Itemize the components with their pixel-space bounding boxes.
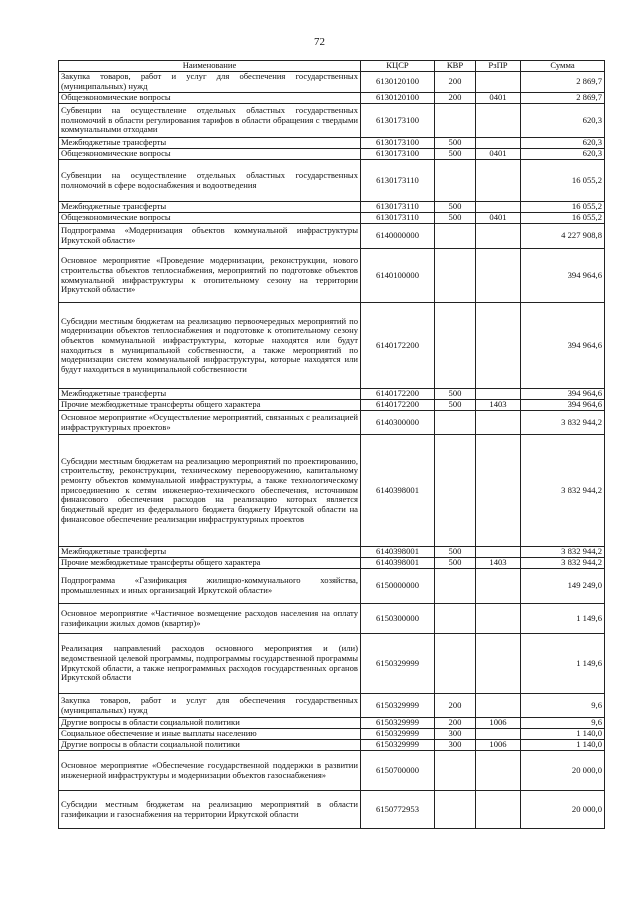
row-kvr	[435, 303, 476, 389]
row-kvr: 300	[435, 729, 476, 740]
row-rzpr: 0401	[476, 149, 521, 160]
row-sum: 2 869,7	[521, 93, 605, 104]
row-kcsr: 6130173100	[361, 138, 435, 149]
row-sum: 3 832 944,2	[521, 558, 605, 569]
row-kcsr: 6130120100	[361, 72, 435, 93]
table-row	[59, 249, 605, 303]
row-kcsr: 6130173100	[361, 104, 435, 138]
row-kcsr: 6130173100	[361, 149, 435, 160]
row-rzpr	[476, 751, 521, 791]
row-rzpr	[476, 634, 521, 694]
row-name: Основное мероприятие «Обеспечение государственной поддержки в развитии инженерной инфраструктуры и модернизации объектов газоснабжения»	[59, 751, 361, 791]
row-rzpr: 0401	[476, 213, 521, 224]
row-sum: 3 832 944,2	[521, 435, 605, 547]
table-row	[59, 149, 605, 160]
row-kvr: 500	[435, 389, 476, 400]
row-kvr	[435, 249, 476, 303]
page-number: 72	[314, 36, 325, 48]
table-row	[59, 435, 605, 547]
row-name: Прочие межбюджетные трансферты общего характера	[59, 558, 361, 569]
row-sum: 620,3	[521, 149, 605, 160]
row-sum: 16 055,2	[521, 213, 605, 224]
row-rzpr	[476, 104, 521, 138]
table-row	[59, 791, 605, 829]
row-name: Основное мероприятие «Проведение модернизации, реконструкции, нового строительства объектов теплоснабжения, мероприятий по подготовке объектов коммунальной инфраструктуры к отопительному сезону на территории Иркутской области»	[59, 249, 361, 303]
header-kvr: КВР	[435, 61, 476, 72]
row-kvr	[435, 751, 476, 791]
row-sum: 20 000,0	[521, 791, 605, 829]
table-row	[59, 160, 605, 202]
row-name: Подпрограмма «Газификация жилищно-коммунального хозяйства, промышленных и иных организаций Иркутской области»	[59, 569, 361, 604]
row-rzpr: 1403	[476, 558, 521, 569]
row-kcsr: 6140000000	[361, 224, 435, 249]
row-kcsr: 6140300000	[361, 411, 435, 435]
row-kvr: 500	[435, 202, 476, 213]
row-name: Основное мероприятие «Частичное возмещение расходов населения на оплату газификации жилых домов (квартир)»	[59, 604, 361, 634]
row-kvr: 200	[435, 694, 476, 718]
row-kcsr: 6140100000	[361, 249, 435, 303]
row-name: Закупка товаров, работ и услуг для обеспечения государственных (муниципальных) нужд	[59, 694, 361, 718]
budget-table	[58, 60, 605, 829]
row-kcsr: 6140172200	[361, 303, 435, 389]
row-rzpr	[476, 138, 521, 149]
row-name: Другие вопросы в области социальной политики	[59, 740, 361, 751]
header-rzpr: РзПР	[476, 61, 521, 72]
row-rzpr	[476, 160, 521, 202]
table-row	[59, 604, 605, 634]
row-kvr	[435, 791, 476, 829]
row-name: Социальное обеспечение и иные выплаты населению	[59, 729, 361, 740]
table-row	[59, 224, 605, 249]
row-kvr	[435, 569, 476, 604]
row-kcsr: 6140398001	[361, 547, 435, 558]
row-sum: 16 055,2	[521, 202, 605, 213]
row-name: Субвенции на осуществление отдельных областных государственных полномочий в области регулирования тарифов в области обращения с твердыми коммунальными отходами	[59, 104, 361, 138]
row-sum: 9,6	[521, 694, 605, 718]
row-kvr	[435, 411, 476, 435]
row-rzpr	[476, 72, 521, 93]
row-sum: 1 149,6	[521, 634, 605, 694]
row-sum: 3 832 944,2	[521, 547, 605, 558]
row-sum: 2 869,7	[521, 72, 605, 93]
row-kvr: 500	[435, 400, 476, 411]
row-kvr: 200	[435, 718, 476, 729]
table-header-row	[59, 61, 605, 72]
table-row	[59, 202, 605, 213]
row-rzpr	[476, 249, 521, 303]
row-sum: 394 964,6	[521, 249, 605, 303]
row-name: Субсидии местным бюджетам на реализацию мероприятий в области газификации и газоснабжения на территории Иркутской области	[59, 791, 361, 829]
table-row	[59, 213, 605, 224]
row-rzpr	[476, 224, 521, 249]
table-row	[59, 389, 605, 400]
row-rzpr	[476, 389, 521, 400]
table-row	[59, 751, 605, 791]
table-row	[59, 72, 605, 93]
row-kcsr: 6130120100	[361, 93, 435, 104]
row-kcsr: 6150329999	[361, 718, 435, 729]
row-sum: 1 149,6	[521, 604, 605, 634]
table-row	[59, 694, 605, 718]
row-kvr: 500	[435, 149, 476, 160]
row-kvr: 500	[435, 138, 476, 149]
table-row	[59, 558, 605, 569]
row-name: Субвенции на осуществление отдельных областных государственных полномочий в сфере водоснабжения и водоотведения	[59, 160, 361, 202]
row-rzpr	[476, 202, 521, 213]
table-row	[59, 411, 605, 435]
row-sum: 394 964,6	[521, 400, 605, 411]
header-sum: Сумма	[521, 61, 605, 72]
row-kvr: 500	[435, 558, 476, 569]
row-kcsr: 6150300000	[361, 604, 435, 634]
row-kcsr: 6150329999	[361, 740, 435, 751]
row-rzpr	[476, 411, 521, 435]
header-name: Наименование	[59, 61, 361, 72]
row-sum: 3 832 944,2	[521, 411, 605, 435]
row-sum: 394 964,6	[521, 389, 605, 400]
row-kcsr: 6130173110	[361, 213, 435, 224]
row-rzpr	[476, 435, 521, 547]
row-kvr: 300	[435, 740, 476, 751]
row-name: Другие вопросы в области социальной политики	[59, 718, 361, 729]
row-name: Субсидии местным бюджетам на реализацию первоочередных мероприятий по модернизации объектов теплоснабжения и подготовке к отопительному сезону объектов коммунальной инфраструктуры, которые находятся или будут находиться в муниципальной собственности, а также мероприятий по модернизации систем коммунальной инфраструктуры, которые находятся или будут находиться в муниципальной собственности	[59, 303, 361, 389]
row-rzpr: 1006	[476, 740, 521, 751]
table-row	[59, 718, 605, 729]
row-kcsr: 6150700000	[361, 751, 435, 791]
row-sum: 9,6	[521, 718, 605, 729]
row-kvr: 200	[435, 72, 476, 93]
row-rzpr	[476, 569, 521, 604]
row-sum: 16 055,2	[521, 160, 605, 202]
row-kcsr: 6150329999	[361, 729, 435, 740]
row-name: Межбюджетные трансферты	[59, 389, 361, 400]
row-name: Прочие межбюджетные трансферты общего характера	[59, 400, 361, 411]
row-kcsr: 6130173110	[361, 160, 435, 202]
row-sum: 1 140,0	[521, 729, 605, 740]
table-row	[59, 547, 605, 558]
row-kcsr: 6130173110	[361, 202, 435, 213]
row-sum: 1 140,0	[521, 740, 605, 751]
row-rzpr	[476, 729, 521, 740]
row-rzpr: 1403	[476, 400, 521, 411]
row-kvr	[435, 604, 476, 634]
row-name: Общеэкономические вопросы	[59, 149, 361, 160]
row-name: Основное мероприятие «Осуществление мероприятий, связанных с реализацией инфраструктурных проектов»	[59, 411, 361, 435]
row-rzpr: 1006	[476, 718, 521, 729]
table-row	[59, 303, 605, 389]
row-rzpr	[476, 791, 521, 829]
row-sum: 394 964,6	[521, 303, 605, 389]
row-kvr: 500	[435, 213, 476, 224]
row-kvr	[435, 224, 476, 249]
table-row	[59, 138, 605, 149]
row-kcsr: 6150000000	[361, 569, 435, 604]
row-kcsr: 6150329999	[361, 634, 435, 694]
row-name: Межбюджетные трансферты	[59, 547, 361, 558]
row-sum: 4 227 908,8	[521, 224, 605, 249]
table-row	[59, 634, 605, 694]
row-rzpr: 0401	[476, 93, 521, 104]
row-kvr	[435, 634, 476, 694]
row-kcsr: 6140172200	[361, 400, 435, 411]
row-name: Реализация направлений расходов основного мероприятия и (или) ведомственной целевой программы, подпрограммы государственной программы Иркутской области, а также непрограммных расходов государственных органов Иркутской области	[59, 634, 361, 694]
row-name: Общеэкономические вопросы	[59, 213, 361, 224]
row-kcsr: 6140398001	[361, 558, 435, 569]
row-name: Межбюджетные трансферты	[59, 202, 361, 213]
row-kcsr: 6150329999	[361, 694, 435, 718]
row-kvr: 200	[435, 93, 476, 104]
row-kvr	[435, 435, 476, 547]
table-row	[59, 93, 605, 104]
table-row	[59, 569, 605, 604]
row-kvr	[435, 104, 476, 138]
row-name: Субсидии местным бюджетам на реализацию мероприятий по проектированию, строительству, реконструкции, техническому перевооружению, капитальному ремонту объектов коммунальной инфраструктуры, а также технологическому присоединению к сетям инженерно-технического обеспечения, источником финансового обеспечения расходов на реализацию которых является бюджетный кредит из федерального бюджета бюджету Иркутской области на финансовое обеспечение реализации инфраструктурных проектов	[59, 435, 361, 547]
row-sum: 620,3	[521, 104, 605, 138]
row-name: Общеэкономические вопросы	[59, 93, 361, 104]
row-kvr: 500	[435, 547, 476, 558]
row-rzpr	[476, 694, 521, 718]
row-sum: 620,3	[521, 138, 605, 149]
row-rzpr	[476, 547, 521, 558]
header-kcsr: КЦСР	[361, 61, 435, 72]
row-kcsr: 6150772953	[361, 791, 435, 829]
table-row	[59, 729, 605, 740]
table-row	[59, 104, 605, 138]
table-row	[59, 400, 605, 411]
row-sum: 149 249,0	[521, 569, 605, 604]
row-sum: 20 000,0	[521, 751, 605, 791]
table-row	[59, 740, 605, 751]
row-rzpr	[476, 604, 521, 634]
row-name: Подпрограмма «Модернизация объектов коммунальной инфраструктуры Иркутской области»	[59, 224, 361, 249]
row-name: Межбюджетные трансферты	[59, 138, 361, 149]
row-kcsr: 6140172200	[361, 389, 435, 400]
row-name: Закупка товаров, работ и услуг для обеспечения государственных (муниципальных) нужд	[59, 72, 361, 93]
row-rzpr	[476, 303, 521, 389]
row-kcsr: 6140398001	[361, 435, 435, 547]
row-kvr	[435, 160, 476, 202]
